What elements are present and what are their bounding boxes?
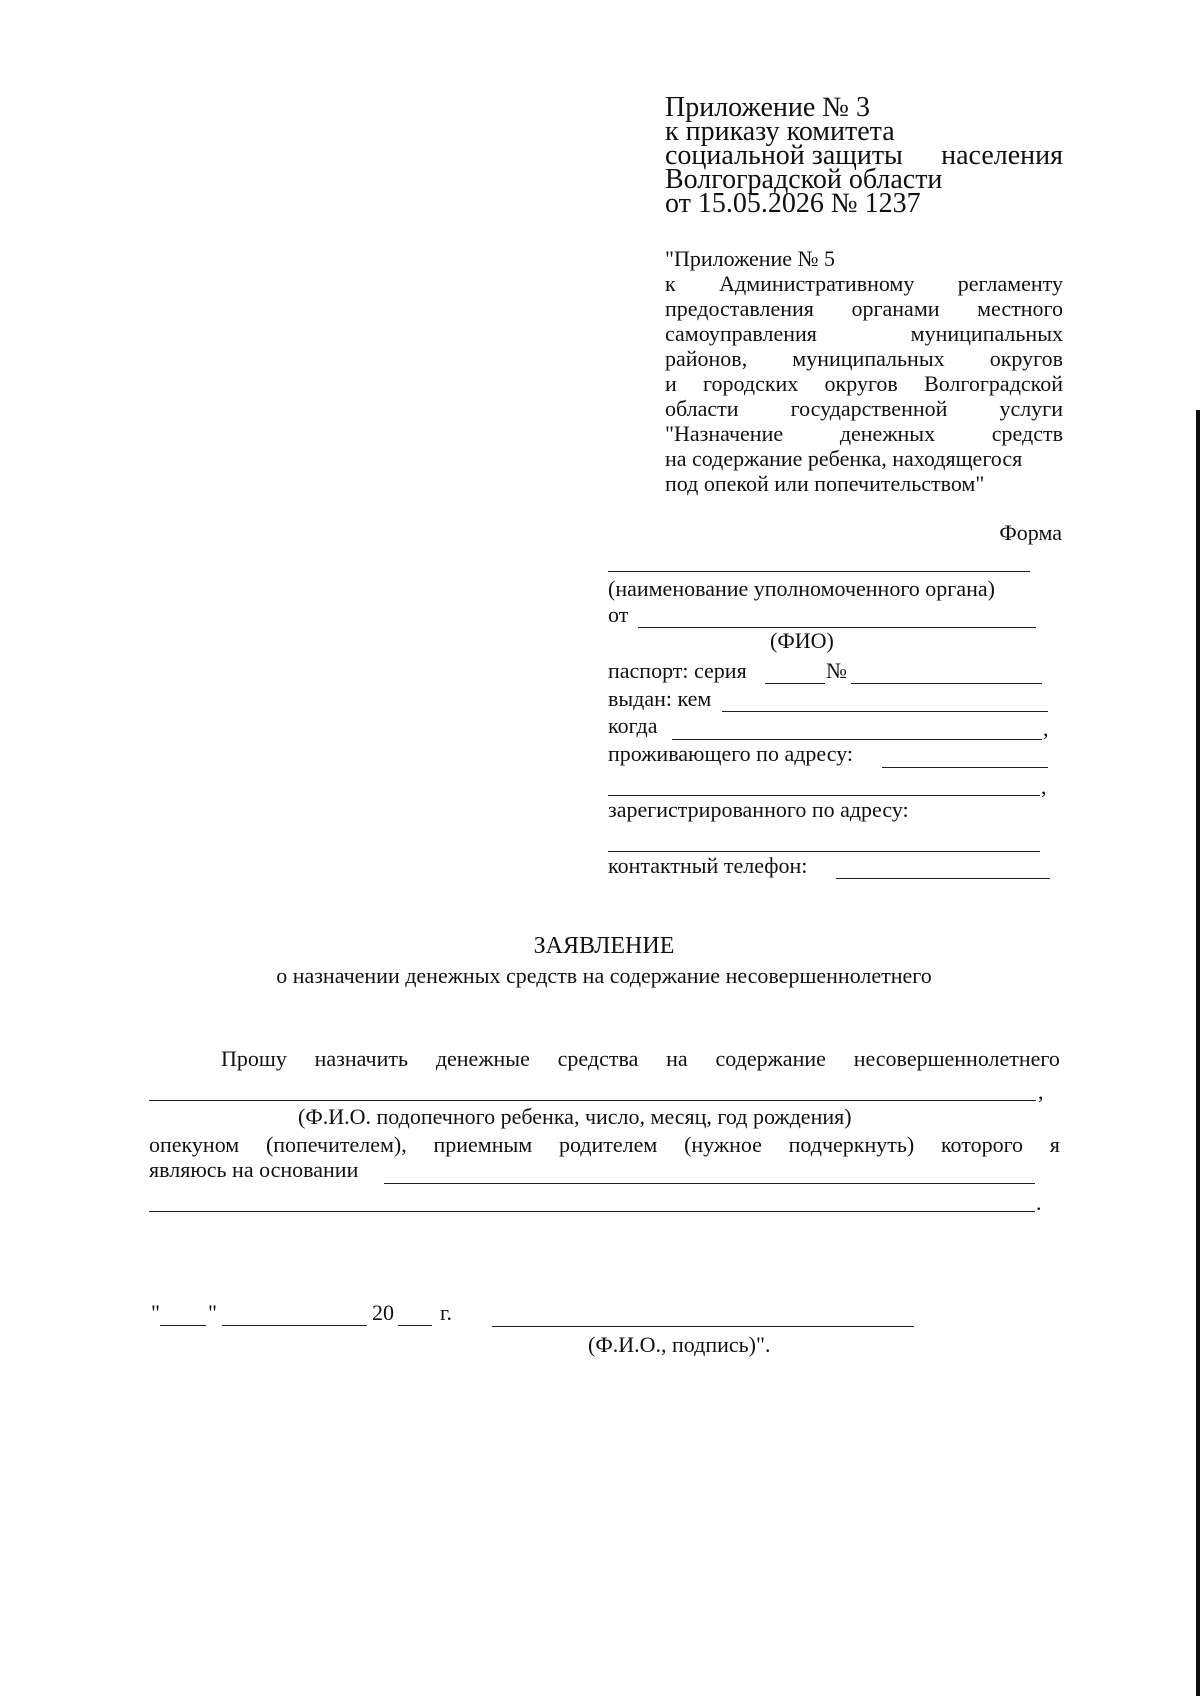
form-label: Форма: [999, 520, 1062, 545]
regulation-line: [665, 371, 1063, 396]
regulation-line: [665, 396, 1063, 421]
passport-label: паспорт: серия: [608, 658, 747, 683]
regulation-word: "Назначение: [665, 421, 784, 446]
child-info-line[interactable]: [149, 1100, 1036, 1101]
regulation-block: [665, 246, 1063, 496]
regulation-line: [665, 421, 1063, 446]
issued-date-line[interactable]: [672, 739, 1042, 740]
regulation-word: услуги: [999, 396, 1063, 421]
regulation-word: Административному: [719, 271, 915, 296]
residing-address-line[interactable]: [882, 767, 1048, 768]
residing-label: проживающего по адресу:: [608, 741, 854, 766]
appendix-line: Приложение № 3: [665, 92, 870, 123]
signature-caption: (Ф.И.О., подпись)".: [588, 1332, 771, 1357]
regulation-line: "Приложение № 5: [665, 246, 836, 271]
regulation-word: районов,: [665, 346, 748, 371]
date-day-line[interactable]: [160, 1325, 206, 1326]
regulation-line: на содержание ребенка, находящегося: [665, 446, 1023, 471]
authority-name-line[interactable]: [608, 571, 1030, 572]
guardian-word: родителем: [558, 1132, 658, 1157]
basis-line[interactable]: [384, 1183, 1035, 1184]
authority-caption: (наименование уполномоченного органа): [608, 576, 995, 601]
regulation-word: и: [665, 371, 677, 396]
when-label: когда: [608, 713, 658, 738]
appendix-word: социальной защиты: [665, 140, 903, 171]
regulation-line: под опекой или попечительством": [665, 471, 985, 496]
scan-edge-border: [1196, 410, 1200, 1696]
registered-address-line[interactable]: [608, 851, 1040, 852]
regulation-line: [665, 346, 1063, 371]
regulation-word: органами: [851, 296, 940, 321]
guardian-word: приемным: [433, 1132, 533, 1157]
issued-by-line[interactable]: [722, 711, 1048, 712]
regulation-word: регламенту: [957, 271, 1063, 296]
number-sign: №: [826, 658, 847, 683]
appendix-block: [665, 92, 1063, 219]
guardian-word: опекуном: [149, 1132, 240, 1157]
guardian-word: которого: [940, 1132, 1024, 1157]
from-label: от: [608, 602, 629, 627]
registered-label: зарегистрированного по адресу:: [608, 797, 909, 822]
date-year-prefix: 20: [372, 1300, 394, 1325]
regulation-word: округов: [989, 346, 1063, 371]
regulation-word: к: [665, 271, 676, 296]
passport-series-line[interactable]: [765, 683, 825, 684]
basis-period: .: [1036, 1190, 1042, 1215]
regulation-word: самоуправления: [665, 321, 817, 346]
appendix-line: Волгоградской области: [665, 164, 943, 195]
passport-number-line[interactable]: [851, 683, 1042, 684]
child-info-comma: ,: [1038, 1079, 1044, 1104]
guardian-line: [149, 1132, 1060, 1158]
request-word: несовершеннолетнего: [853, 1046, 1060, 1071]
regulation-line: [665, 296, 1063, 321]
date-quote-close: ": [208, 1300, 217, 1325]
request-word: денежные: [435, 1046, 530, 1071]
regulation-word: государственной: [790, 396, 948, 421]
date-quote-open: ": [151, 1300, 160, 1325]
application-subtitle: о назначении денежных средств на содержание несовершеннолетнего: [276, 963, 932, 988]
child-caption: (Ф.И.О. подопечного ребенка, число, месяц, год рождения): [298, 1104, 852, 1129]
request-word: Прошу: [221, 1046, 287, 1071]
regulation-word: местного: [977, 296, 1063, 321]
from-fio-line[interactable]: [638, 627, 1036, 628]
guardian-word: подчеркнуть): [788, 1132, 915, 1157]
request-word: на: [666, 1046, 688, 1071]
guardian-word: (нужное: [684, 1132, 762, 1157]
regulation-word: муниципальных: [910, 321, 1063, 346]
regulation-word: денежных: [839, 421, 936, 446]
fio-caption: (ФИО): [770, 628, 834, 653]
request-line: [221, 1046, 1060, 1072]
guardian-word: (попечителем),: [265, 1132, 407, 1157]
regulation-word: Волгоградской: [924, 371, 1063, 396]
basis-label: являюсь на основании: [149, 1157, 359, 1182]
residing-address-line-2[interactable]: [608, 795, 1040, 796]
request-word: содержание: [715, 1046, 826, 1071]
residing-comma: ,: [1041, 774, 1047, 799]
request-word: назначить: [314, 1046, 409, 1071]
basis-line-2[interactable]: [149, 1211, 1035, 1212]
regulation-word: городских: [703, 371, 799, 396]
regulation-line: [665, 271, 1063, 296]
regulation-word: средств: [991, 421, 1063, 446]
request-word: средства: [557, 1046, 639, 1071]
date-month-line[interactable]: [222, 1325, 367, 1326]
issued-label: выдан: кем: [608, 686, 712, 711]
appendix-word: населения: [941, 140, 1063, 171]
when-comma: ,: [1043, 716, 1049, 741]
phone-line[interactable]: [836, 878, 1050, 879]
date-year-line[interactable]: [398, 1325, 432, 1326]
regulation-word: предоставления: [665, 296, 814, 321]
regulation-word: округов: [824, 371, 898, 396]
appendix-line: к приказу комитета: [665, 116, 895, 147]
phone-label: контактный телефон:: [608, 853, 808, 878]
signature-line[interactable]: [492, 1326, 914, 1327]
regulation-line: [665, 321, 1063, 346]
regulation-word: области: [665, 396, 739, 421]
application-title: ЗАЯВЛЕНИЕ: [533, 933, 675, 959]
appendix-line: от 15.05.2026 № 1237: [665, 188, 921, 219]
guardian-word: я: [1049, 1132, 1060, 1157]
regulation-word: муниципальных: [792, 346, 945, 371]
date-year-suffix: г.: [440, 1300, 453, 1325]
